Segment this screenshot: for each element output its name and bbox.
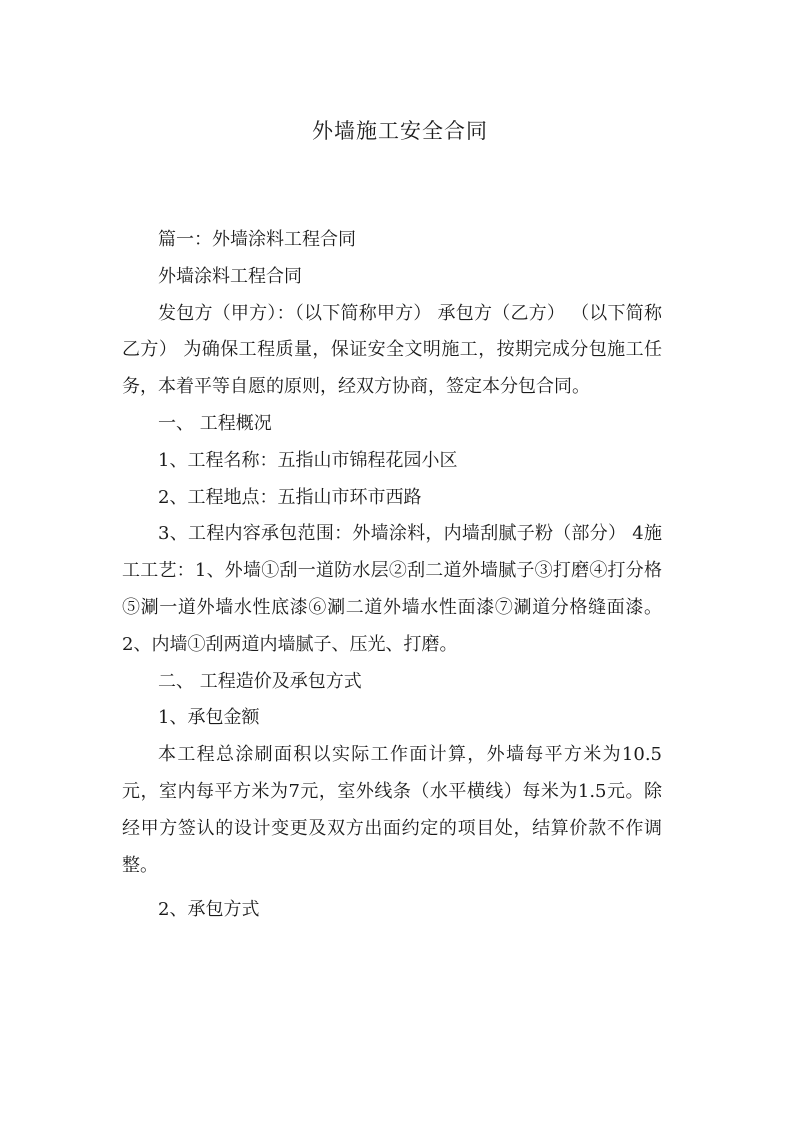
contract-method-heading: 2、承包方式 xyxy=(158,899,260,921)
section-heading-article-1: 篇一：外墙涂料工程合同 xyxy=(158,229,356,250)
project-name: 1、工程名称：五指山市锦程花园小区 xyxy=(158,449,458,471)
pricing-paragraph: 本工程总涂刷面积以实际工作面计算，外墙每平方米为10.5元，室内每平方米为7元，室外线条（水平横线）每米为1.5元。除经甲方签认的设计变更及双方出面约定的项目处，结算价款不作调整。 xyxy=(122,744,662,876)
section-heading-cost: 二、 工程造价及承包方式 xyxy=(158,670,362,692)
document-body xyxy=(122,222,662,929)
section-heading-overview: 一、 工程概况 xyxy=(158,412,272,434)
contract-amount-heading: 1、承包金额 xyxy=(158,707,260,729)
scope-and-process: 3、工程内容承包范围：外墙涂料，内墙刮腻子粉（部分） 4施工工艺：1、外墙①刮一道防水层②刮二道外墙腻子③打磨④打分格⑤涮一道外墙水性底漆⑥涮二道外墙水性面漆⑦涮道分格缝面漆。2、内墙①刮两道内墙腻子、压光、打磨。 xyxy=(122,523,662,655)
document-title: 外墙施工安全合同 xyxy=(312,119,488,143)
parties-paragraph: 发包方（甲方）：（以下简称甲方） 承包方（乙方） （以下简称乙方） 为确保工程质量，保证安全文明施工，按期完成分包施工任务，本着平等自愿的原则，经双方协商，签定本分包合同。 xyxy=(122,302,662,398)
project-location: 2、工程地点：五指山市环市西路 xyxy=(158,486,422,508)
contract-name: 外墙涂料工程合同 xyxy=(158,265,302,287)
